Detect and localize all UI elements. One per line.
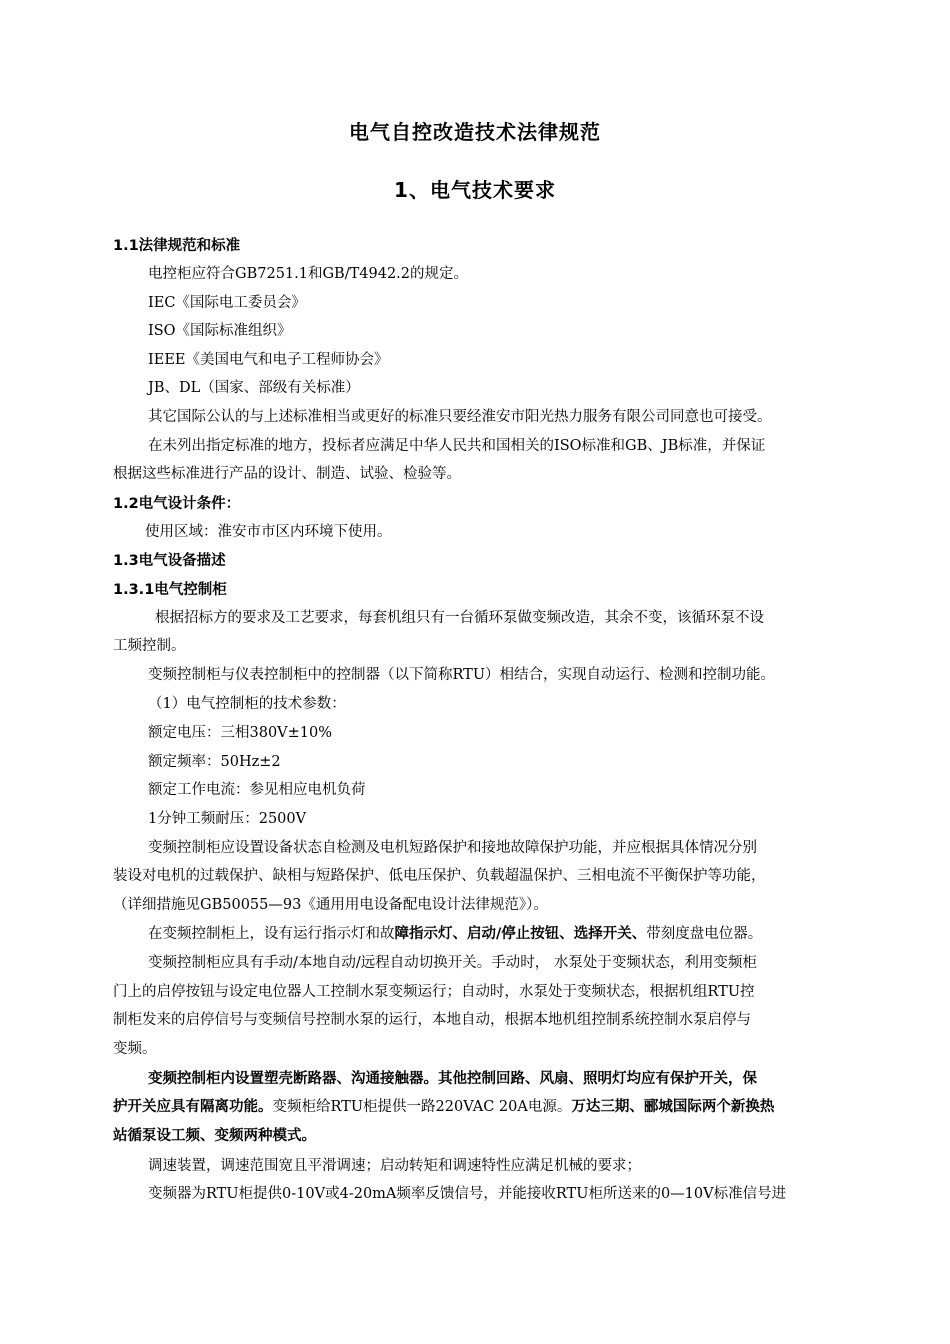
paragraph-line: ISO《国际标准组织》 (148, 323, 292, 339)
heading-1-3: 1.3电气设备描述 (113, 553, 226, 569)
paragraph-line: 变频。 (113, 1041, 157, 1057)
paragraph-line: 调速装置，调速范围宽且平滑调速；启动转矩和调速特性应满足机械的要求； (148, 1158, 641, 1174)
paragraph-line: 根据这些标准进行产品的设计、制造、试验、检验等。 (113, 466, 461, 482)
paragraph-line: 额定电压：三相380V±10% (148, 725, 333, 741)
paragraph-line: 在未列出指定标准的地方，投标者应满足中华人民共和国相关的ISO标准和GB、JB标准，并保证 (148, 438, 766, 454)
paragraph-line: 变频控制柜与仪表控制柜中的控制器（以下简称RTU）相结合，实现自动运行、检测和控制功能。 (148, 667, 776, 683)
paragraph-line: IEEE《美国电气和电子工程师协会》 (148, 352, 389, 368)
text-run: 带刻度盘电位器。 (646, 926, 763, 942)
bold-text-run: 护开关应具有隔离功能。 (113, 1099, 273, 1115)
paragraph-line: 装设对电机的过载保护、缺相与短路保护、低电压保护、负载超温保护、三相电流不平衡保护等功能， (113, 868, 766, 884)
paragraph-line (113, 1097, 774, 1117)
paragraph-line: 变频控制柜应设置设备状态自检测及电机短路保护和接地故障保护功能，并应根据具体情况分别 (148, 840, 757, 856)
heading-1-1: 1.1法律规范和标准 (113, 238, 241, 254)
heading-1-3-1: 1.3.1电气控制柜 (113, 582, 227, 598)
paragraph-line: JB、DL（国家、部级有关标准） (148, 380, 360, 396)
paragraph-line: IEC《国际电工委员会》 (148, 295, 306, 311)
bold-text-run: 万达三期、郦城国际两个新换热 (571, 1099, 775, 1115)
heading-1-2: 1.2电气设计条件： (113, 496, 241, 512)
paragraph-line: 变频控制柜应具有手动/本地自动/远程自动切换开关。手动时， 水泵处于变频状态，利用变频柜 (148, 955, 757, 971)
paragraph-line: 制柜发来的启停信号与变频信号控制水泵的运行，本地自动，根据本地机组控制系统控制水泵启停与 (113, 1012, 751, 1028)
paragraph-line: 其它国际公认的与上述标准相当或更好的标准只要经淮安市阳光热力服务有限公司同意也可接受。 (148, 409, 772, 425)
paragraph-line: 工频控制。 (113, 638, 186, 654)
text-run: 在变频控制柜上，设有运行指示灯和故 (148, 926, 395, 942)
paragraph-line (148, 924, 762, 944)
bold-text-run: 障指示灯、启动/停止按钮、选择开关、 (394, 926, 647, 942)
paragraph-line: 电控柜应符合GB7251.1和GB/T4942.2的规定。 (148, 266, 469, 282)
paragraph-line: 使用区域：淮安市市区内环境下使用。 (145, 524, 392, 540)
text-run: 变频柜给RTU柜提供一路220VAC 20A电源。 (272, 1099, 572, 1115)
section-1-heading: 1、电气技术要求 (394, 178, 556, 202)
paragraph-line: 门上的启停按钮与设定电位器人工控制水泵变频运行；自动时，水泵处于变频状态，根据机组RTU控 (113, 984, 755, 1000)
paragraph-line: 变频器为RTU柜提供0-10V或4-20mA频率反馈信号，并能接收RTU柜所送来的0—10V标准信号进 (148, 1186, 787, 1202)
paragraph-line: 1分钟工频耐压：2500V (148, 811, 307, 827)
paragraph-line: 额定工作电流：参见相应电机负荷 (148, 782, 366, 798)
paragraph-line: 额定频率：50Hz±2 (148, 754, 281, 770)
paragraph-line: （详细措施见GB50055—93《通用用电设备配电设计法律规范》）。 (113, 897, 548, 913)
document-title: 电气自控改造技术法律规范 (349, 120, 601, 144)
paragraph-line: （1）电气控制柜的技术参数： (148, 696, 346, 712)
bold-paragraph-line: 变频控制柜内设置塑壳断路器、沟通接触器。其他控制回路、风扇、照明灯均应有保护开关，保 (148, 1071, 757, 1087)
bold-paragraph-line: 站循泵设工频、变频两种模式。 (113, 1128, 316, 1144)
paragraph-line: 根据招标方的要求及工艺要求，每套机组只有一台循环泵做变频改造，其余不变，该循环泵不设 (155, 610, 764, 626)
